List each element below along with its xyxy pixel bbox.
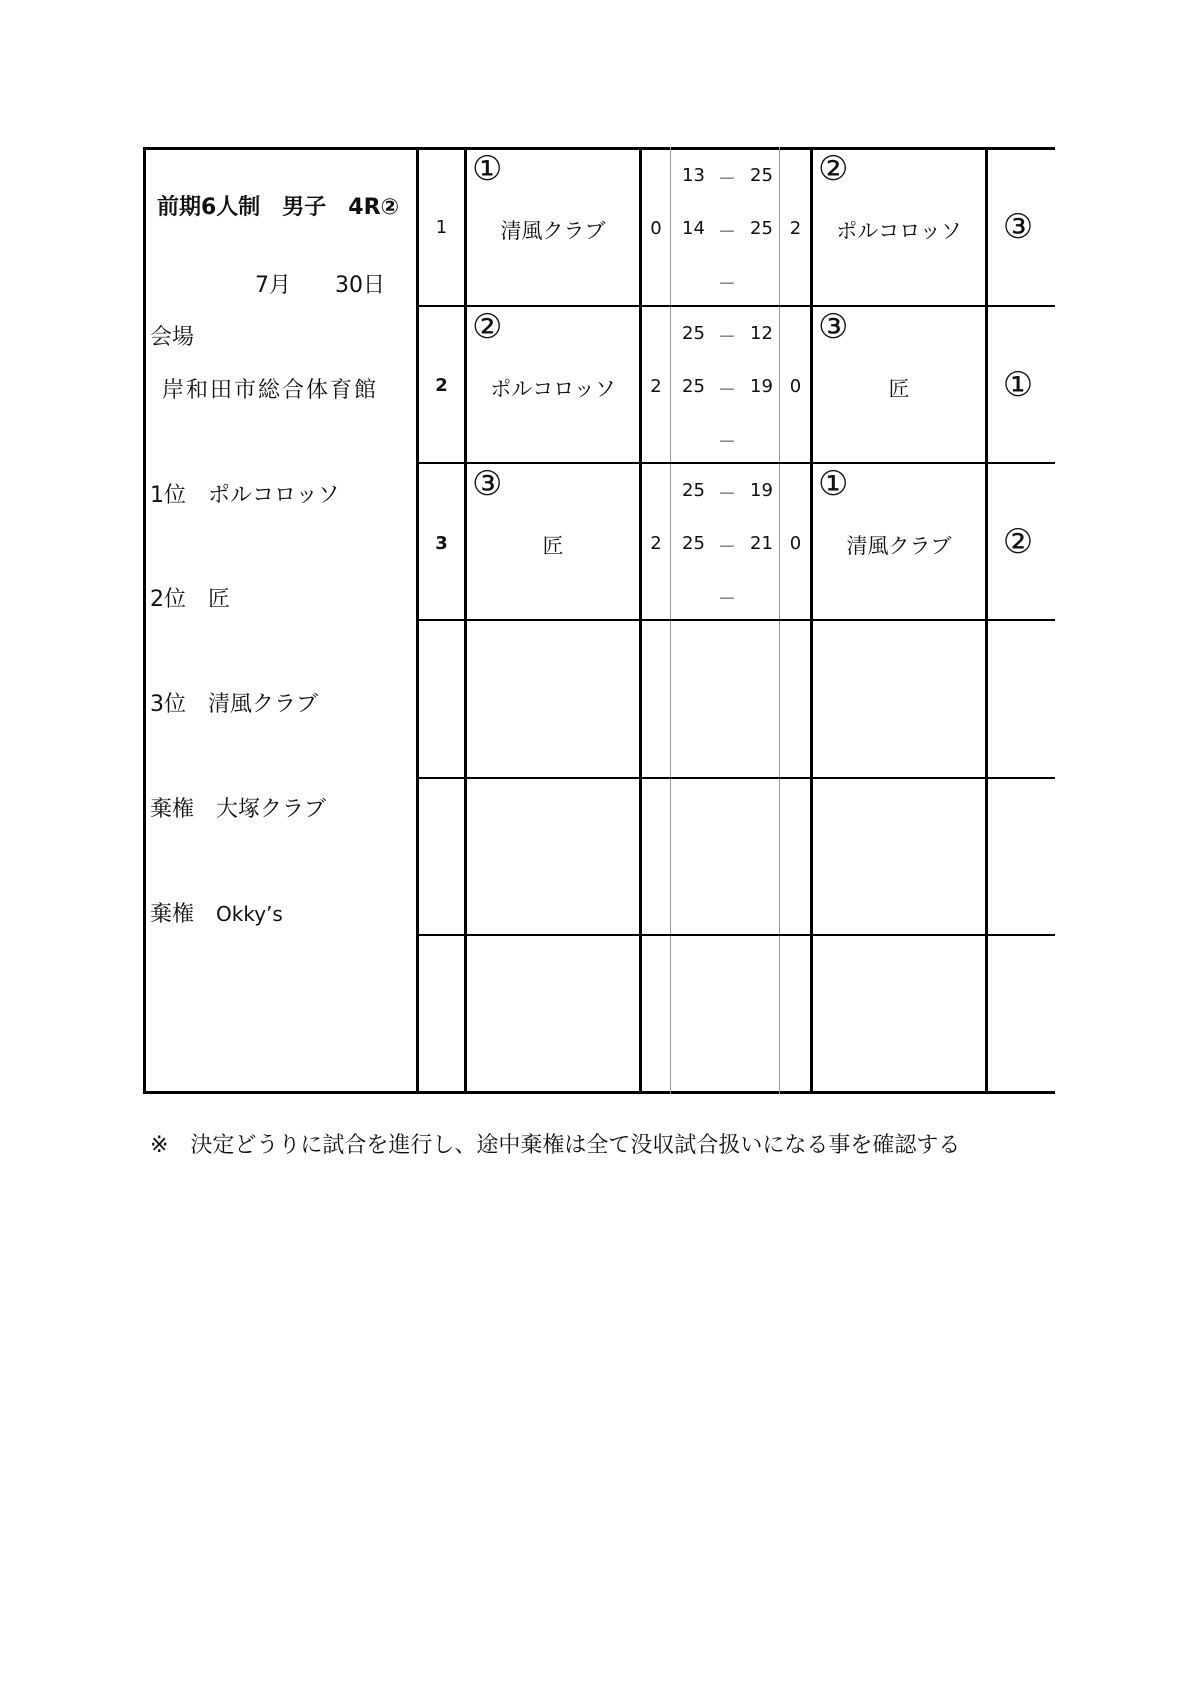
right-seed: ①: [818, 464, 849, 504]
right-sets: 2: [789, 218, 802, 239]
score-right: 25: [750, 218, 773, 239]
standing-team: 匠: [208, 587, 231, 612]
score-dash: －: [718, 432, 736, 453]
grid-line: [418, 462, 1055, 464]
left-team: ポルコロッソ: [490, 377, 616, 401]
score-right: 19: [750, 376, 773, 397]
right-team: ポルコロッソ: [836, 219, 962, 243]
score-dash: －: [718, 274, 736, 295]
referee-team: ①: [1002, 365, 1034, 405]
grid-line: [418, 934, 1055, 936]
standing-3: [150, 687, 318, 718]
score-right: 12: [750, 323, 773, 344]
score-dash: －: [718, 380, 736, 401]
left-sets: 2: [650, 376, 662, 397]
standing-rank: 2位: [150, 587, 186, 612]
event-title: 前期6人制 男子 4R②: [157, 195, 400, 220]
score-right: 21: [750, 533, 773, 554]
referee-team: ③: [1002, 207, 1034, 247]
score-dash: －: [718, 537, 736, 558]
event-date: 7月 30日: [255, 273, 385, 298]
right-sets: 0: [789, 376, 802, 397]
left-seed: ②: [472, 307, 503, 347]
match-number: 2: [435, 375, 448, 396]
grid-line: [418, 619, 1055, 621]
score-dash: －: [718, 169, 736, 190]
left-seed: ③: [472, 464, 503, 504]
score-left: 14: [682, 218, 705, 239]
right-sets: 0: [789, 533, 802, 554]
grid-line: [418, 305, 1055, 307]
left-team: 清風クラブ: [500, 219, 606, 243]
standing-rank: 1位: [150, 483, 186, 508]
score-left: 13: [682, 165, 705, 186]
score-dash: －: [718, 484, 736, 505]
standing-1: [150, 478, 340, 509]
footer-note: ※ 決定どうりに試合を進行し、途中棄権は全て没収試合扱いになる事を確認する: [150, 1133, 961, 1158]
grid-line: [418, 777, 1055, 779]
forfeit-2: [150, 897, 283, 928]
match-number: 1: [435, 217, 448, 238]
score-dash: －: [718, 222, 736, 243]
score-dash: －: [718, 327, 736, 348]
forfeit-team: Okky’s: [216, 902, 283, 926]
right-team: 清風クラブ: [846, 534, 952, 558]
referee-team: ②: [1002, 522, 1034, 562]
score-left: 25: [682, 376, 705, 397]
left-sets: 0: [650, 218, 662, 239]
right-seed: ②: [818, 149, 849, 189]
score-left: 25: [682, 533, 705, 554]
score-left: 25: [682, 480, 705, 501]
venue-name: 岸和田市総合体育館: [162, 378, 379, 403]
right-team: 匠: [888, 377, 910, 401]
left-team: 匠: [542, 534, 564, 558]
forfeit-label: 棄権: [150, 797, 195, 822]
forfeit-team: 大塚クラブ: [216, 797, 327, 822]
right-seed: ③: [818, 307, 849, 347]
match-number: 3: [435, 533, 448, 554]
standing-team: 清風クラブ: [208, 692, 319, 717]
venue-label: 会場: [150, 325, 195, 350]
score-right: 19: [750, 480, 773, 501]
left-sets: 2: [650, 533, 662, 554]
score-left: 25: [682, 323, 705, 344]
standing-rank: 3位: [150, 692, 186, 717]
forfeit-label: 棄権: [150, 902, 195, 927]
score-dash: －: [718, 589, 736, 610]
score-right: 25: [750, 165, 773, 186]
left-seed: ①: [472, 149, 503, 189]
forfeit-1: [150, 792, 326, 823]
set-score: [682, 165, 705, 186]
standing-team: ポルコロッソ: [208, 483, 340, 508]
standing-2: [150, 582, 230, 613]
